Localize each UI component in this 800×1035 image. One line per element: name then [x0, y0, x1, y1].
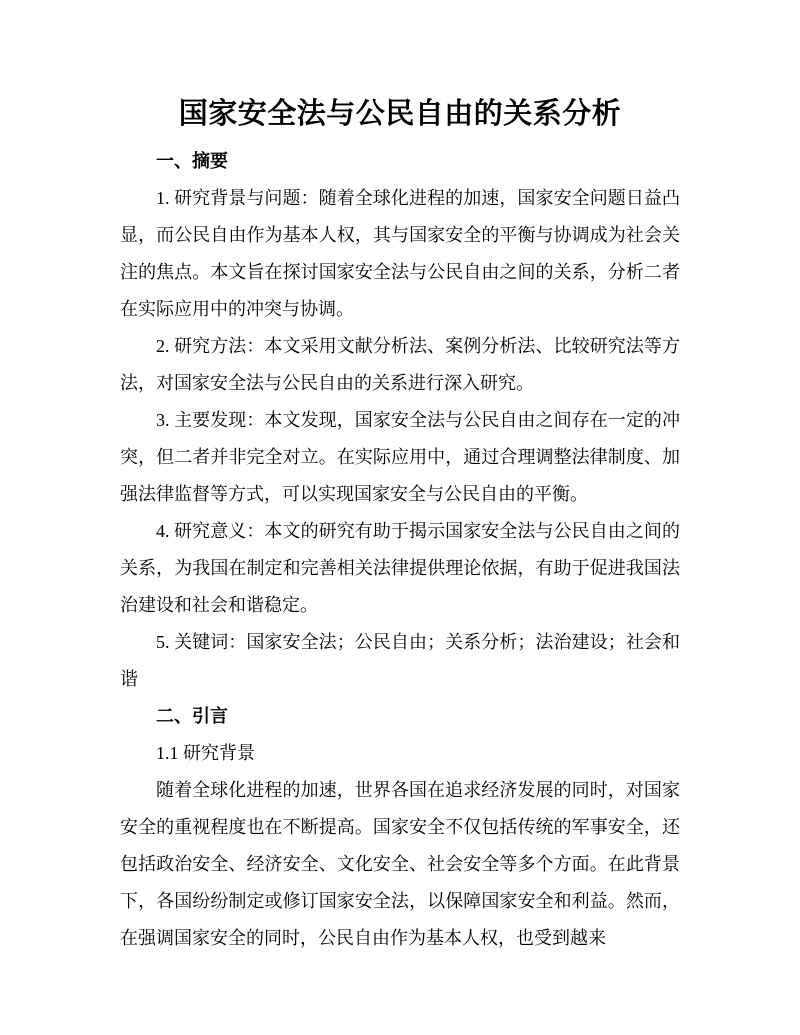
paragraph-introduction-background: 随着全球化进程的加速，世界各国在追求经济发展的同时，对国家安全的重视程度也在不断提高。国家安全不仅包括传统的军事安全，还包括政治安全、经济安全、文化安全、社会安全等多个方面。在此背景下，各国纷纷制定或修订国家安全法，以保障国家安全和利益。然而，在强调国家安全的同时，公民自由作为基本人权，也受到越来: [120, 780, 680, 948]
section-heading-abstract: 一、摘要: [156, 151, 228, 171]
paragraph-abstract-methods: 2. 研究方法：本文采用文献分析法、案例分析法、比较研究法等方法，对国家安全法与公民自由的关系进行深入研究。: [120, 336, 680, 393]
subsection-heading-research-background: 1.1 研究背景: [156, 743, 255, 763]
paragraph-abstract-background: 1. 研究背景与问题：随着全球化进程的加速，国家安全问题日益凸显，而公民自由作为基本人权，其与国家安全的平衡与协调成为社会关注的焦点。本文旨在探讨国家安全法与公民自由之间的关系，分析二者在实际应用中的冲突与协调。: [120, 188, 680, 319]
paragraph-abstract-significance: 4. 研究意义：本文的研究有助于揭示国家安全法与公民自由之间的关系，为我国在制定和完善相关法律提供理论依据，有助于促进我国法治建设和社会和谐稳定。: [120, 521, 680, 615]
paragraph-keywords: 5. 关键词：国家安全法；公民自由；关系分析；法治建设；社会和谐: [120, 632, 680, 689]
section-heading-introduction: 二、引言: [156, 706, 228, 726]
document-title: 国家安全法与公民自由的关系分析: [178, 98, 622, 130]
paragraph-abstract-findings: 3. 主要发现：本文发现，国家安全法与公民自由之间存在一定的冲突，但二者并非完全对立。在实际应用中，通过合理调整法律制度、加强法律监督等方式，可以实现国家安全与公民自由的平衡。: [120, 410, 680, 504]
